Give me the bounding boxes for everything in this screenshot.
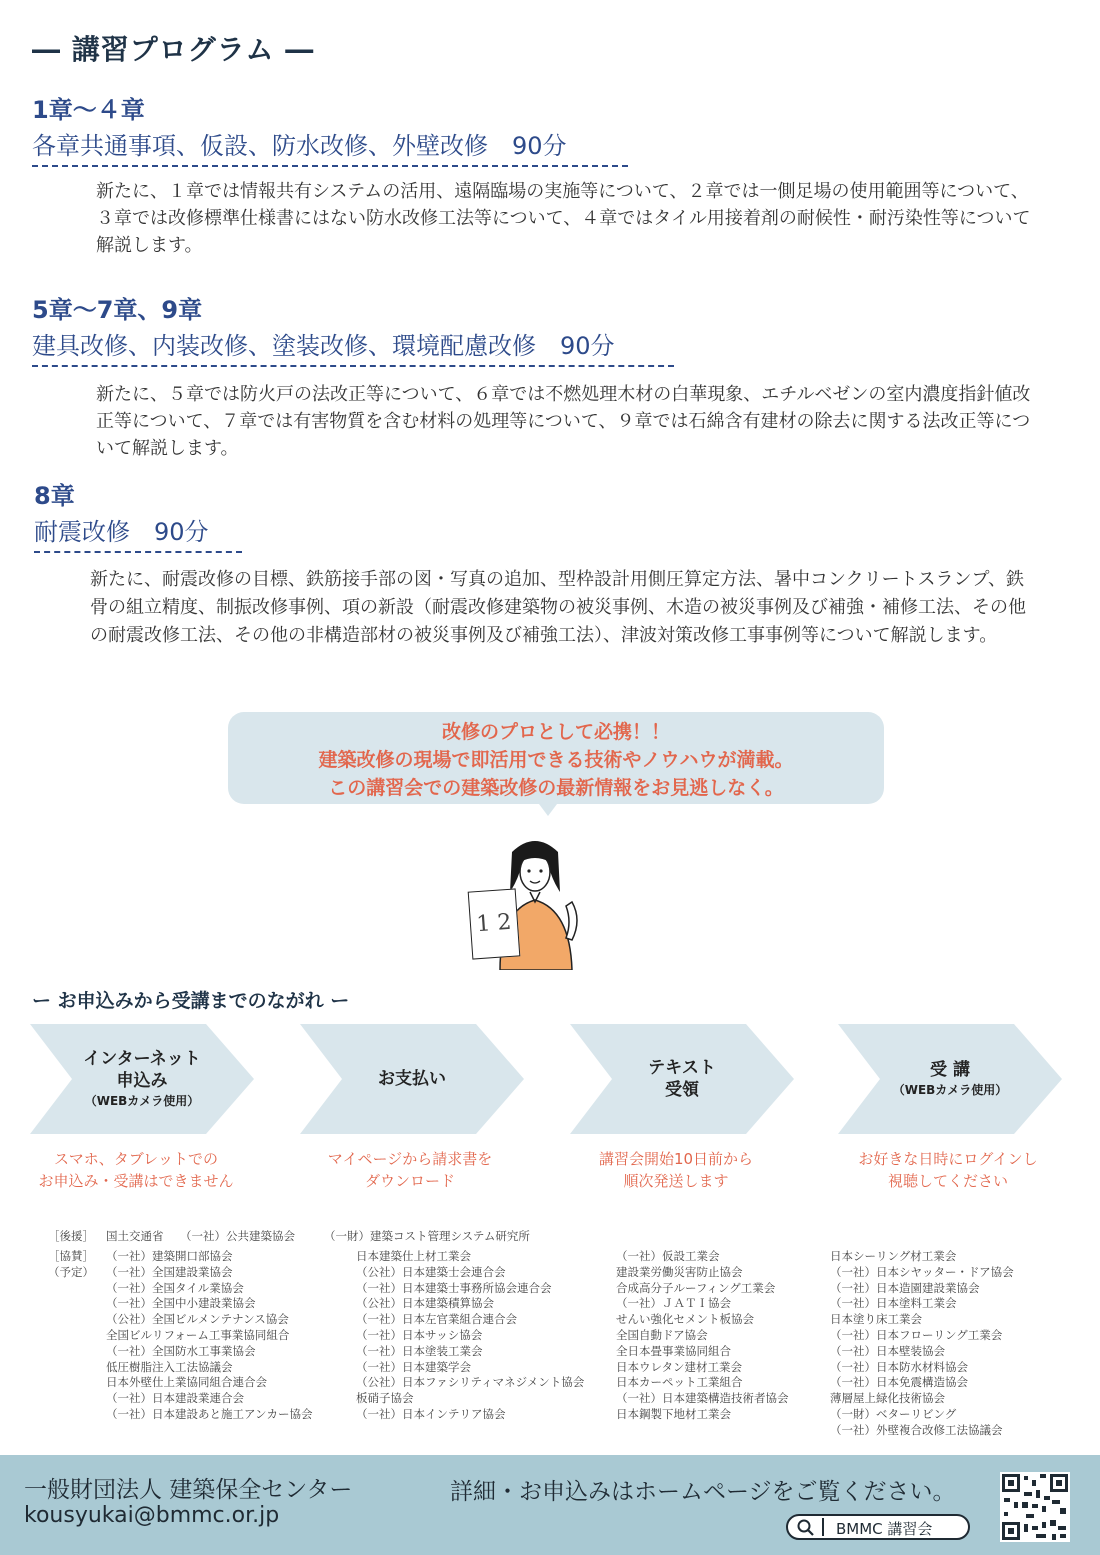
sponsor-item: （公社）全国ビルメンテナンス協会: [106, 1312, 289, 1327]
step-title-line1: お支払い: [378, 1069, 446, 1089]
step-title-line1: 受 講: [930, 1060, 970, 1080]
sponsor-item: 板硝子協会: [356, 1391, 414, 1406]
sponsor-item: （一社）全国タイル業協会: [106, 1280, 244, 1295]
sponsor-item: 日本塗り床工業会: [830, 1312, 922, 1327]
step-caption-line2: 順次発送します: [623, 1172, 729, 1190]
sponsor-item: 全国ビルリフォーム工事業協同組合: [106, 1327, 290, 1342]
flow-step-attend: [838, 1024, 1062, 1134]
step-caption-3: [546, 1148, 806, 1192]
kouen-label: ［後援］: [48, 1229, 94, 1243]
sponsor-column-3: [616, 1249, 826, 1423]
step-caption-line2: 視聴してください: [887, 1172, 1008, 1190]
sponsor-item: （一社）全国中小建設業協会: [106, 1296, 256, 1311]
sponsor-item: （一社）日本建築構造技術者協会: [616, 1391, 789, 1406]
sponsor-item: 薄層屋上緑化技術協会: [830, 1391, 945, 1406]
sponsor-item: （一社）日本サッシ協会: [356, 1327, 483, 1342]
step-caption-line2: お申込み・受講はできません: [38, 1172, 234, 1190]
sponsor-item: 日本シーリング材工業会: [830, 1249, 957, 1263]
sponsor-item: 日本カーペット工業組合: [616, 1375, 743, 1390]
woman-illustration: [460, 830, 610, 970]
chapter-body-8: 新たに、耐震改修の目標、鉄筋接手部の図・写真の追加、型枠設計用側圧算定方法、暑中コンクリートスランプ、鉄骨の組立精度、制振改修事例、項の新設（耐震改修建築物の被災事例、木造の被災事例及び補強・補修工法、その他の耐震改修工法、その他の非構造部材の被災事例及び補強工法）、津波対策改修工事事例等について解説します。: [90, 569, 1026, 646]
step-title-line2: 受領: [665, 1080, 699, 1100]
callout-bubble: [228, 712, 884, 804]
search-box[interactable]: [786, 1514, 970, 1540]
step-caption-line2: ダウンロード: [364, 1172, 455, 1190]
chapter-label-8: 8章: [34, 482, 75, 510]
sponsor-item: （公社）日本建築積算協会: [356, 1296, 494, 1311]
step-note: （WEBカメラ使用）: [84, 1094, 200, 1108]
sponsor-item: （一社）全国建設業協会: [106, 1264, 233, 1279]
chapter-label-1-4: 1章～４章: [32, 96, 145, 124]
step-note: （WEBカメラ使用）: [892, 1083, 1008, 1097]
sponsor-item: （一社）日本壁装協会: [830, 1343, 945, 1358]
sponsor-item: 建設業労働災害防止協会: [616, 1264, 743, 1279]
step-caption-line1: お好きな日時にログインし: [858, 1150, 1038, 1168]
callout-tail: [536, 800, 560, 816]
flow-step-payment: [300, 1024, 524, 1134]
search-icon: [796, 1518, 816, 1538]
sponsor-item: （一社）仮設工業会: [616, 1249, 720, 1263]
program-title: ― 講習プログラム ―: [32, 33, 315, 66]
callout-line-3: この講習会での建築改修の最新情報をお見逃しなく。: [328, 777, 784, 799]
search-divider: [822, 1518, 824, 1536]
sponsor-item: （一社）日本インテリア協会: [356, 1406, 506, 1421]
flow-step-text-receipt: [570, 1024, 794, 1134]
step-caption-line1: 講習会開始10日前から: [598, 1150, 754, 1168]
step-title-line2: 申込み: [116, 1071, 168, 1091]
callout-line-2: 建築改修の現場で即活用できる技術やノウハウが満載。: [318, 749, 794, 771]
step-caption-2: [280, 1148, 540, 1192]
chapter-subtitle-1-4: 各章共通事項、仮設、防水改修、外壁改修 90分: [32, 126, 628, 167]
yotei-label: （予定）: [48, 1265, 94, 1279]
kouen-item: （一社）公共建築協会: [180, 1229, 295, 1243]
chapter-body-5-9: 新たに、５章では防火戸の法改正等について、６章では不燃処理木材の白華現象、エチルベゼンの室内濃度指針値改正等について、７章では有害物質を含む材料の処理等について、９章では石綿含有建材の除去に関する法改正等について解説します。: [96, 384, 1031, 459]
sponsor-item: （一社）日本建築士事務所協会連合会: [356, 1280, 552, 1295]
kouen-item: 国土交通省: [106, 1229, 164, 1243]
callout-line-1: 改修のプロとして必携！！: [441, 721, 670, 743]
sponsor-item: （一社）日本左官業組合連合会: [356, 1312, 517, 1327]
footer-detail-text: 詳細・お申込みはホームページをご覧ください。: [450, 1479, 956, 1505]
sponsor-item: （公社）日本ファシリティマネジメント協会: [356, 1375, 585, 1390]
qr-code-icon[interactable]: [1000, 1472, 1070, 1542]
step-caption-4: [818, 1148, 1078, 1192]
sponsor-item: 日本鋼製下地材工業会: [616, 1406, 731, 1421]
footer-organization: 一般財団法人 建築保全センター: [24, 1477, 353, 1503]
step-caption-line1: スマホ、タブレットでの: [54, 1150, 218, 1168]
sponsor-item: （一社）日本シヤッター・ドア協会: [830, 1264, 1014, 1279]
sponsor-item: （一社）日本造園建設業協会: [830, 1280, 980, 1295]
sponsor-item: （一社）日本建築学会: [356, 1359, 471, 1374]
sponsor-item: 日本ウレタン建材工業会: [616, 1359, 743, 1374]
sponsor-item: （公社）日本建築士会連合会: [356, 1264, 506, 1279]
number-card: 1 2: [468, 888, 521, 959]
sponsor-item: （一社）日本建設業連合会: [106, 1391, 244, 1406]
sponsor-item: 日本建築仕上材工業会: [356, 1249, 471, 1263]
step-title-line1: テキスト: [648, 1058, 716, 1078]
sponsor-column-2: [356, 1249, 606, 1423]
sponsor-item: （一社）建築開口部協会: [106, 1249, 233, 1263]
sponsor-item: （一社）日本塗装工業会: [356, 1343, 483, 1358]
footer-email-link[interactable]: kousyukai@bmmc.or.jp: [24, 1503, 280, 1528]
sponsor-item: （一社）外壁複合改修工法協議会: [830, 1422, 1003, 1437]
sponsor-item: せんい強化セメント板協会: [616, 1312, 754, 1327]
sponsor-item: 低圧樹脂注入工法協議会: [106, 1359, 233, 1374]
search-keyword: BMMC 講習会: [836, 1520, 933, 1538]
kouen-item: （一財）建築コスト管理システム研究所: [324, 1229, 530, 1243]
sponsor-item: （一社）日本塗料工業会: [830, 1296, 957, 1311]
sponsor-item: （一社）ＪＡＴＩ協会: [616, 1296, 731, 1311]
sponsor-column-4: [830, 1249, 1080, 1439]
step-caption-line1: マイページから請求書を: [327, 1150, 493, 1168]
sponsor-item: （一社）日本フローリング工業会: [830, 1327, 1003, 1342]
chapter-subtitle-5-9: 建具改修、内装改修、塗装改修、環境配慮改修 90分: [32, 326, 674, 367]
chapter-subtitle-8: 耐震改修 90分: [34, 512, 242, 553]
sponsor-item: （一社）日本防水材料協会: [830, 1359, 968, 1374]
flow-step-internet-application: [30, 1024, 254, 1134]
step-title-line1: インターネット: [83, 1049, 201, 1069]
chapter-label-5-9: 5章～7章、9章: [32, 296, 203, 324]
sponsor-item: （一社）全国防水工事業協会: [106, 1343, 256, 1358]
sponsor-item: （一社）日本建設あと施工アンカー協会: [106, 1406, 313, 1421]
chapter-body-1-4: 新たに、１章では情報共有システムの活用、遠隔臨場の実施等について、２章では一側足場の使用範囲等について、３章では改修標準仕様書にはない防水改修工法等について、４章ではタイル用接着剤の耐候性・耐汚染性等について解説します。: [96, 181, 1031, 256]
sponsor-item: 合成高分子ルーフィング工業会: [616, 1280, 776, 1295]
sponsor-item: （一財）ベターリビング: [830, 1406, 957, 1421]
flow-title: ー お申込みから受講までのながれ ー: [32, 990, 350, 1012]
sponsor-item: 全日本畳事業協同組合: [616, 1343, 731, 1358]
step-caption-1: [6, 1148, 266, 1192]
sponsor-item: 全国自動ドア協会: [616, 1327, 708, 1342]
kyousan-label: ［協賛］: [48, 1249, 94, 1263]
sponsor-column-1: [106, 1249, 346, 1423]
sponsor-item: 日本外壁仕上業協同組合連合会: [106, 1375, 267, 1390]
sponsor-item: （一社）日本免震構造協会: [830, 1375, 968, 1390]
